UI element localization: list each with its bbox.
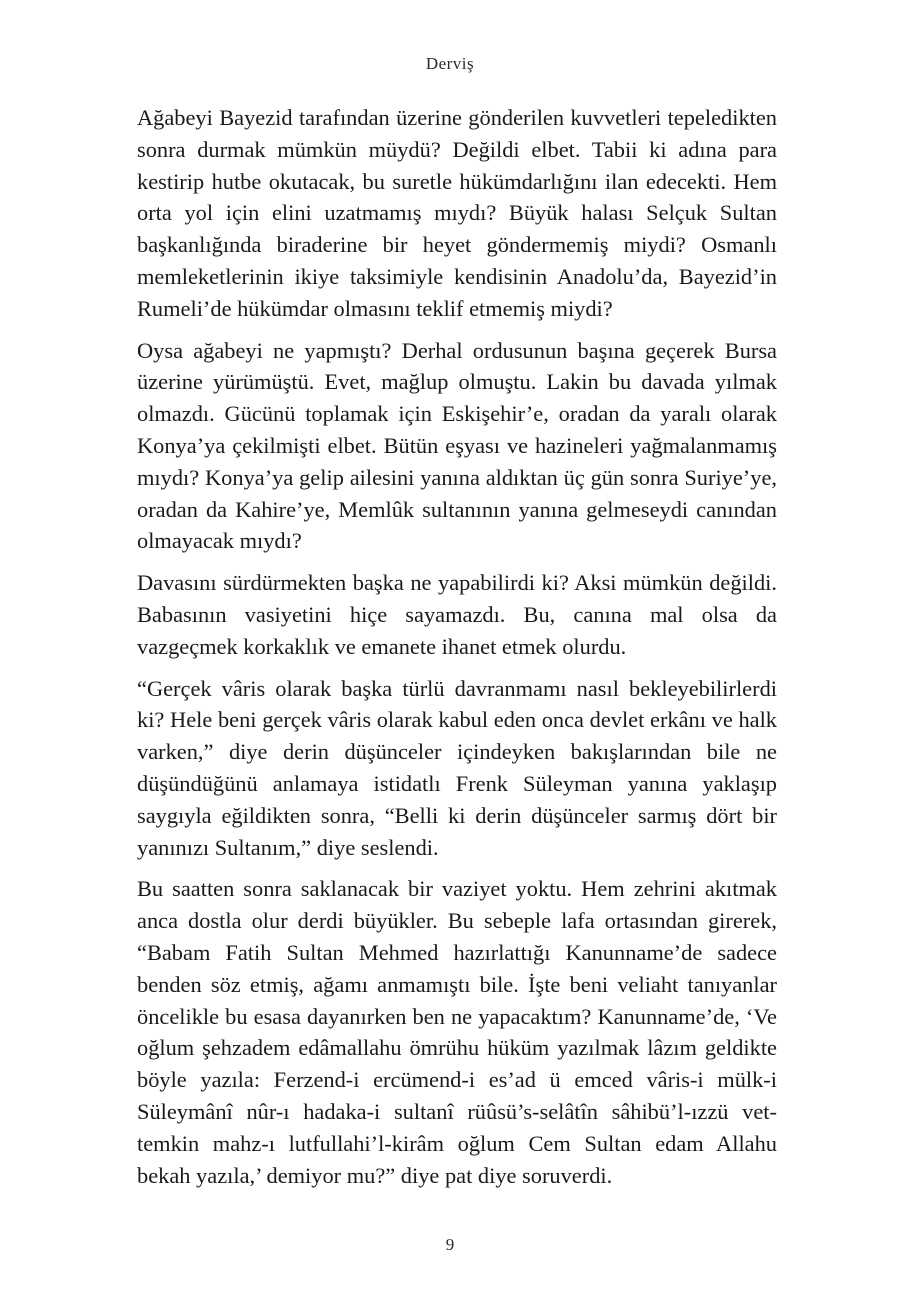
paragraph-5: Bu saatten sonra saklanacak bir vaziyet yoktu. Hem zehrini akıtmak anca dostla olur derdi büyükler. Bu sebeple lafa ortasından girerek, “Babam Fatih Sultan Mehmed hazırlattığı Kanunname’de sadece benden söz etmiş, ağamı anmamıştı bile. İşte beni veliaht tanıyanlar öncelikle bu esasa dayanırken ben ne yapacaktım? Kanunname’de, ‘Ve oğlum şehzadem edâmallahu ömrühu hüküm yazılmak lâzım geldikte böyle yazıla: Ferzend-i ercümend-i es’ad ü emced vâris-i mülk-i Süleymânî nûr-ı hadaka-i sultanî rüûsü’s-selâtîn sâhibü’l-ızzü vet-temkin mahz-ı lutfullahi’l-kirâm oğlum Cem Sultan edam Allahu bekah yazıla,’ demiyor mu?” diye pat diye soruverdi. [137, 876, 777, 1188]
page-number: 9 [445, 1235, 455, 1254]
running-head: Derviş [425, 54, 475, 73]
paragraph-2: Oysa ağabeyi ne yapmıştı? Derhal ordusunun başına geçerek Bursa üzerine yürümüştü. Evet, mağlup olmuştu. Lakin bu davada yılmak olmazdı. Gücünü toplamak için Eskişehir’e, oradan da yaralı olarak Konya’ya çekilmişti elbet. Bütün eşyası ve hazineleri yağmalanmamış mıydı? Konya’ya gelip ailesini yanına aldıktan üç gün sonra Suriye’ye, oradan da Kahire’ye, Memlûk sultanının yanına gelmeseydi canından olmayacak mıydı? [137, 337, 777, 554]
body-text [137, 102, 777, 1201]
paragraph-3: Davasını sürdürmekten başka ne yapabilirdi ki? Aksi mümkün değildi. Babasının vasiyetini hiçe sayamazdı. Bu, canına mal olsa da vazgeçmek korkaklık ve emanete ihanet etmek olurdu. [137, 570, 777, 659]
paragraph-4: “Gerçek vâris olarak başka türlü davranmamı nasıl bekleyebilirlerdi ki? Hele beni gerçek vâris olarak kabul eden onca devlet erkânı ve halk varken,” diye derin düşünceler içindeyken bakışlarından bile ne düşündüğünü anlamaya istidatlı Frenk Süleyman yanına yaklaşıp saygıyla eğildikten sonra, “Belli ki derin düşünceler sarmış dört bir yanınızı Sultanım,” diye seslendi. [137, 675, 777, 860]
paragraph-1: Ağabeyi Bayezid tarafından üzerine gönderilen kuvvetleri tepeledikten sonra durmak mümkün müydü? Değildi elbet. Tabii ki adına para kestirip hutbe okutacak, bu suretle hükümdarlığını ilan edecekti. Hem orta yol için elini uzatmamış mıydı? Büyük halası Selçuk Sultan başkanlığında biraderine bir heyet göndermemiş miydi? Osmanlı memleketlerinin ikiye taksimiyle kendisinin Anadolu’da, Bayezid’in Rumeli’de hükümdar olmasını teklif etmemiş miydi? [137, 105, 777, 321]
